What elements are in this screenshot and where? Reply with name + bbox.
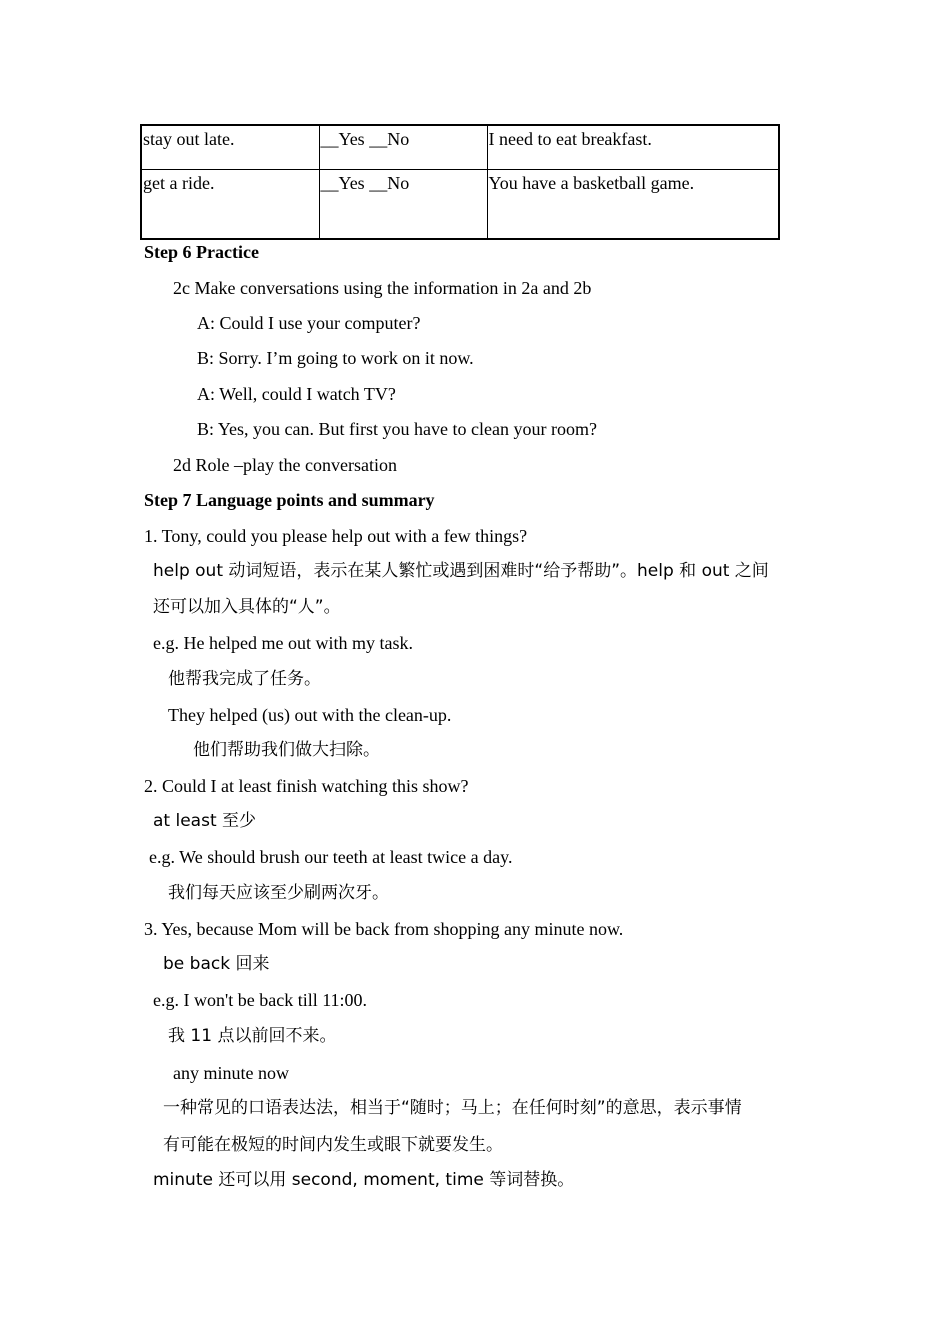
dialogue-line: B: Yes, you can. But first you have to clean your room? xyxy=(197,419,597,439)
point-3: 3. Yes, because Mom will be back from shopping any minute now. xyxy=(144,919,624,939)
table-cell: stay out late. xyxy=(141,125,319,170)
dialogue-line: B: Sorry. I’m going to work on it now. xyxy=(197,348,474,368)
yes-no-table xyxy=(140,124,780,240)
translation-text: 我们每天应该至少刷两次牙。 xyxy=(168,883,389,903)
dialogue-line: A: Could I use your computer? xyxy=(197,313,421,333)
table-row xyxy=(141,125,779,170)
dialogue-line: A: Well, could I watch TV? xyxy=(197,384,396,404)
step7-heading: Step 7 Language points and summary xyxy=(144,490,435,510)
point-1: 1. Tony, could you please help out with a few things? xyxy=(144,526,528,546)
phrase-text: any minute now xyxy=(173,1063,289,1083)
translation-text: 他帮我完成了任务。 xyxy=(168,669,321,689)
table-cell: You have a basketball game. xyxy=(487,170,779,240)
explanation-text: 一种常见的口语表达法，相当于“随时；马上；在任何时刻”的意思，表示事情 xyxy=(163,1098,742,1118)
example-sentence: e.g. We should brush our teeth at least twice a day. xyxy=(149,847,513,867)
table-cell: __Yes __No xyxy=(319,125,487,170)
explanation-text: 有可能在极短的时间内发生或眼下就要发生。 xyxy=(163,1135,503,1155)
phrase-text: be back 回来 xyxy=(163,954,270,974)
translation-text: 他们帮助我们做大扫除。 xyxy=(193,740,380,760)
table-cell: __Yes __No xyxy=(319,170,487,240)
step6-heading: Step 6 Practice xyxy=(144,242,259,262)
explanation-text: minute 还可以用 second, moment, time 等词替换。 xyxy=(153,1170,575,1190)
point-2: 2. Could I at least finish watching this show? xyxy=(144,776,469,796)
phrase-text: at least 至少 xyxy=(153,811,257,831)
activity-2c: 2c Make conversations using the information in 2a and 2b xyxy=(173,278,592,298)
example-sentence: They helped (us) out with the clean-up. xyxy=(168,705,452,725)
example-sentence: e.g. I won't be back till 11:00. xyxy=(153,990,368,1010)
activity-2d: 2d Role –play the conversation xyxy=(173,455,397,475)
table-row xyxy=(141,170,779,240)
example-sentence: e.g. He helped me out with my task. xyxy=(153,633,413,653)
explanation-text: help out 动词短语，表示在某人繁忙或遇到困难时“给予帮助”。help 和 out 之间 xyxy=(153,561,769,581)
table-cell: get a ride. xyxy=(141,170,319,240)
table-cell: I need to eat breakfast. xyxy=(487,125,779,170)
translation-text: 我 11 点以前回不来。 xyxy=(168,1026,337,1046)
explanation-text: 还可以加入具体的“人”。 xyxy=(153,597,341,617)
